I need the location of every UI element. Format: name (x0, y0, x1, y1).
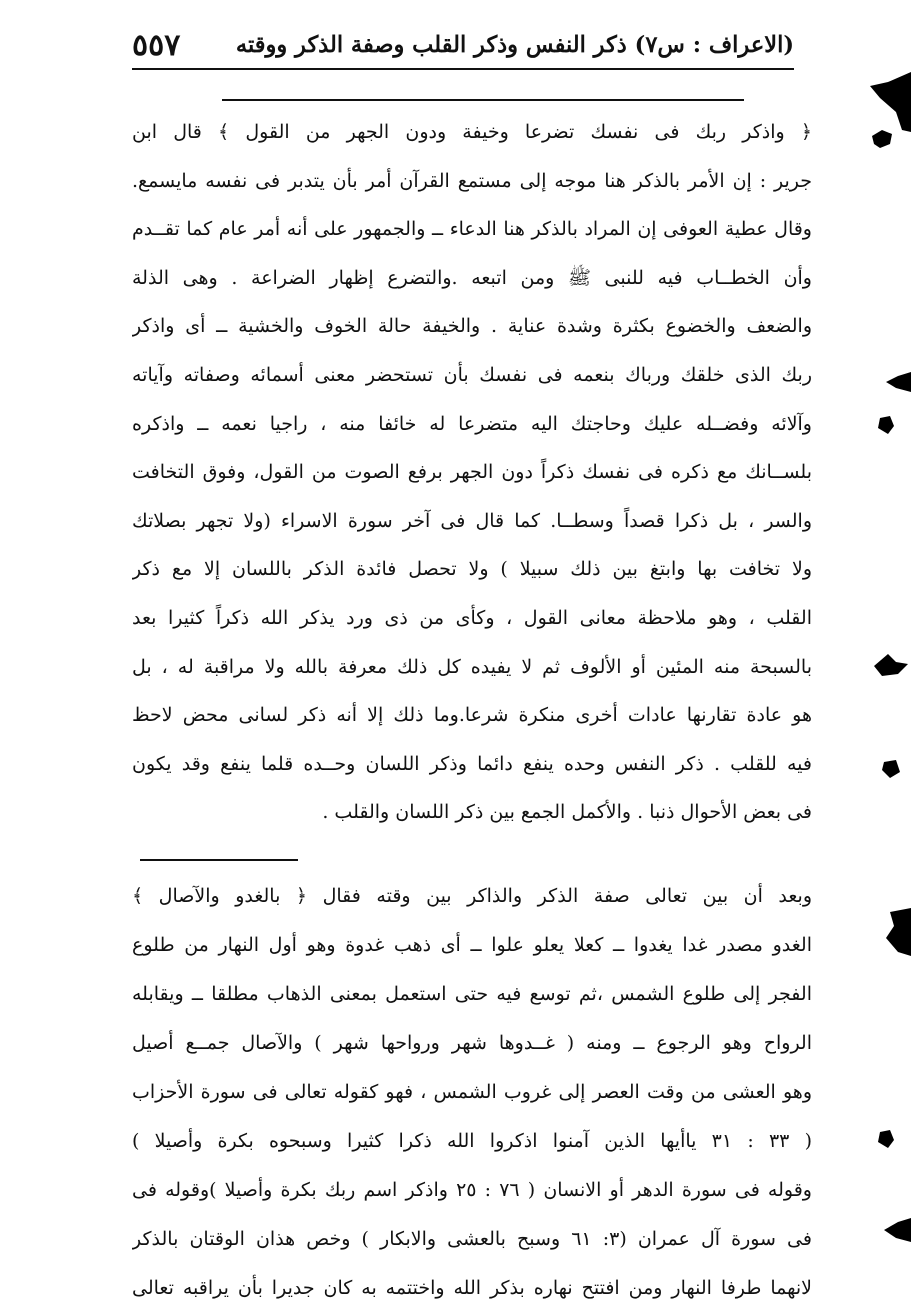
text-line: فيه للقلب . ذكر النفس وحده ينفع دائما وذكر اللسان وحــده قلما ينفع وقد يكون (132, 752, 812, 775)
text-line: هو عادة تقارنها عادات أخرى منكرة شرعا.وما ذلك إلا أنه ذكر لسانى محض لاحظ (132, 704, 812, 727)
ink-blot-icon (884, 908, 911, 956)
text-line: وهو العشى من وقت العصر إلى غروب الشمس ، فهو كقوله تعالى فى سورة الأحزاب (132, 1081, 812, 1103)
text-line: لانهما طرفا النهار ومن افتتح نهاره بذكر الله واختتمه به كان جديرا بأن يراقبه تعالى (132, 1277, 812, 1299)
text-line: الرواح وهو الرجوع ــ ومنه ( غــدوها شهر ورواحها شهر ) والآصال جمــع أصيل (132, 1032, 812, 1054)
ink-blot-icon (876, 414, 896, 436)
text-line: ولا تخافت بها وابتغ بين ذلك سبيلا ) ولا تحصل فائدة الذكر باللسان إلا مع ذكر (132, 558, 812, 581)
ink-blot-icon (870, 128, 894, 150)
text-line: والضعف والخضوع بكثرة وشدة عناية . والخيفة حالة الخوف والخشية ــ أى واذكر (132, 315, 812, 338)
text-line: ﴿ واذكر ربك فى نفسك تضرعا وخيفة ودون الجهر من القول ﴾ قال ابن (132, 121, 812, 143)
running-header (132, 22, 794, 70)
text-line: وبعد أن بين تعالى صفة الذكر والذاكر بين وقته فقال ﴿ بالغدو والآصال ﴾ (132, 885, 812, 907)
text-line: بالسبحة منه المئين أو الألوف ثم لا يفيده كل ذلك معرفة بالله ولا مراقبة له ، بل (132, 655, 812, 678)
text-line: وأن الخطــاب فيه للنبى ﷺ ومن اتبعه .والتضرع إظهار الضراعة . وهى الذلة (132, 266, 812, 289)
ink-blot-icon (886, 372, 911, 392)
text-line: والسر ، بل ذكرا قصداً وسطــا. كما قال فى آخر سورة الاسراء (ولا تجهر بصلاتك (132, 509, 812, 532)
page-number: ٥٥٧ (132, 27, 181, 63)
section-dhikr-in-self (132, 108, 812, 837)
ink-blot-icon (880, 758, 902, 780)
text-line: ربك الذى خلقك ورباك بنعمه فى نفسك بأن تستحضر معنى أسمائه وصفاته وآياته (132, 363, 812, 386)
text-line: بلســانك مع ذكره فى نفسك ذكراً دون الجهر برفع الصوت من القول، وفوق التخافت (132, 461, 812, 484)
text-line: وآلائه وفضــله عليك وحاجتك اليه متضرعا له خائفا منه ، راجيا نعمه ــ واذكره (132, 412, 812, 435)
ink-blot-icon (884, 1218, 911, 1242)
text-line: فى سورة آل عمران (٣: ٦١ وسبح بالعشى والابكار ) وخص هذان الوقتان بالذكر (132, 1228, 812, 1250)
text-line: الفجر إلى طلوع الشمس ،ثم توسع فيه حتى استعمل بمعنى الذهاب مطلقا ــ ويقابله (132, 983, 812, 1005)
ink-blot-icon (874, 652, 908, 678)
section-dhikr-times (132, 872, 812, 1313)
text-line: جرير : إن الأمر بالذكر هنا موجه إلى مستمع القرآن أمر بأن يتدبر فى نفسه مايسمع. (132, 169, 812, 192)
text-line: ( ٣٣ : ٣١ ياأيها الذين آمنوا اذكروا الله ذكرا كثيرا وسبحوه بكرة وأصيلا ) (132, 1130, 812, 1152)
section-divider (140, 859, 298, 861)
text-line: وقال عطية العوفى إن المراد بالذكر هنا الدعاء ــ والجمهور على أنه أمر عام كما تقــدم (132, 218, 812, 241)
text-line: الغدو مصدر غدا يغدوا ــ كعلا يعلو علوا ــ أى ذهب غدوة وهو أول النهار من طلوع (132, 934, 812, 956)
top-divider (222, 99, 744, 101)
text-line: وقوله فى سورة الدهر أو الانسان ( ٧٦ : ٢٥ واذكر اسم ربك بكرة وأصيلا )وقوله فى (132, 1179, 812, 1201)
text-line: القلب ، وهو ملاحظة معانى القول ، وكأى من ذى ورد يذكر الله ذكراً كثيرا بعد (132, 606, 812, 629)
text-line: فى بعض الأحوال ذنبا . والأكمل الجمع بين ذكر اللسان والقلب . (322, 801, 812, 824)
ink-blot-icon (868, 72, 911, 132)
ink-blot-icon (876, 1128, 896, 1150)
header-title: (الاعراف : س٧) ذكر النفس وذكر القلب وصفة الذكر ووقته (235, 32, 794, 58)
